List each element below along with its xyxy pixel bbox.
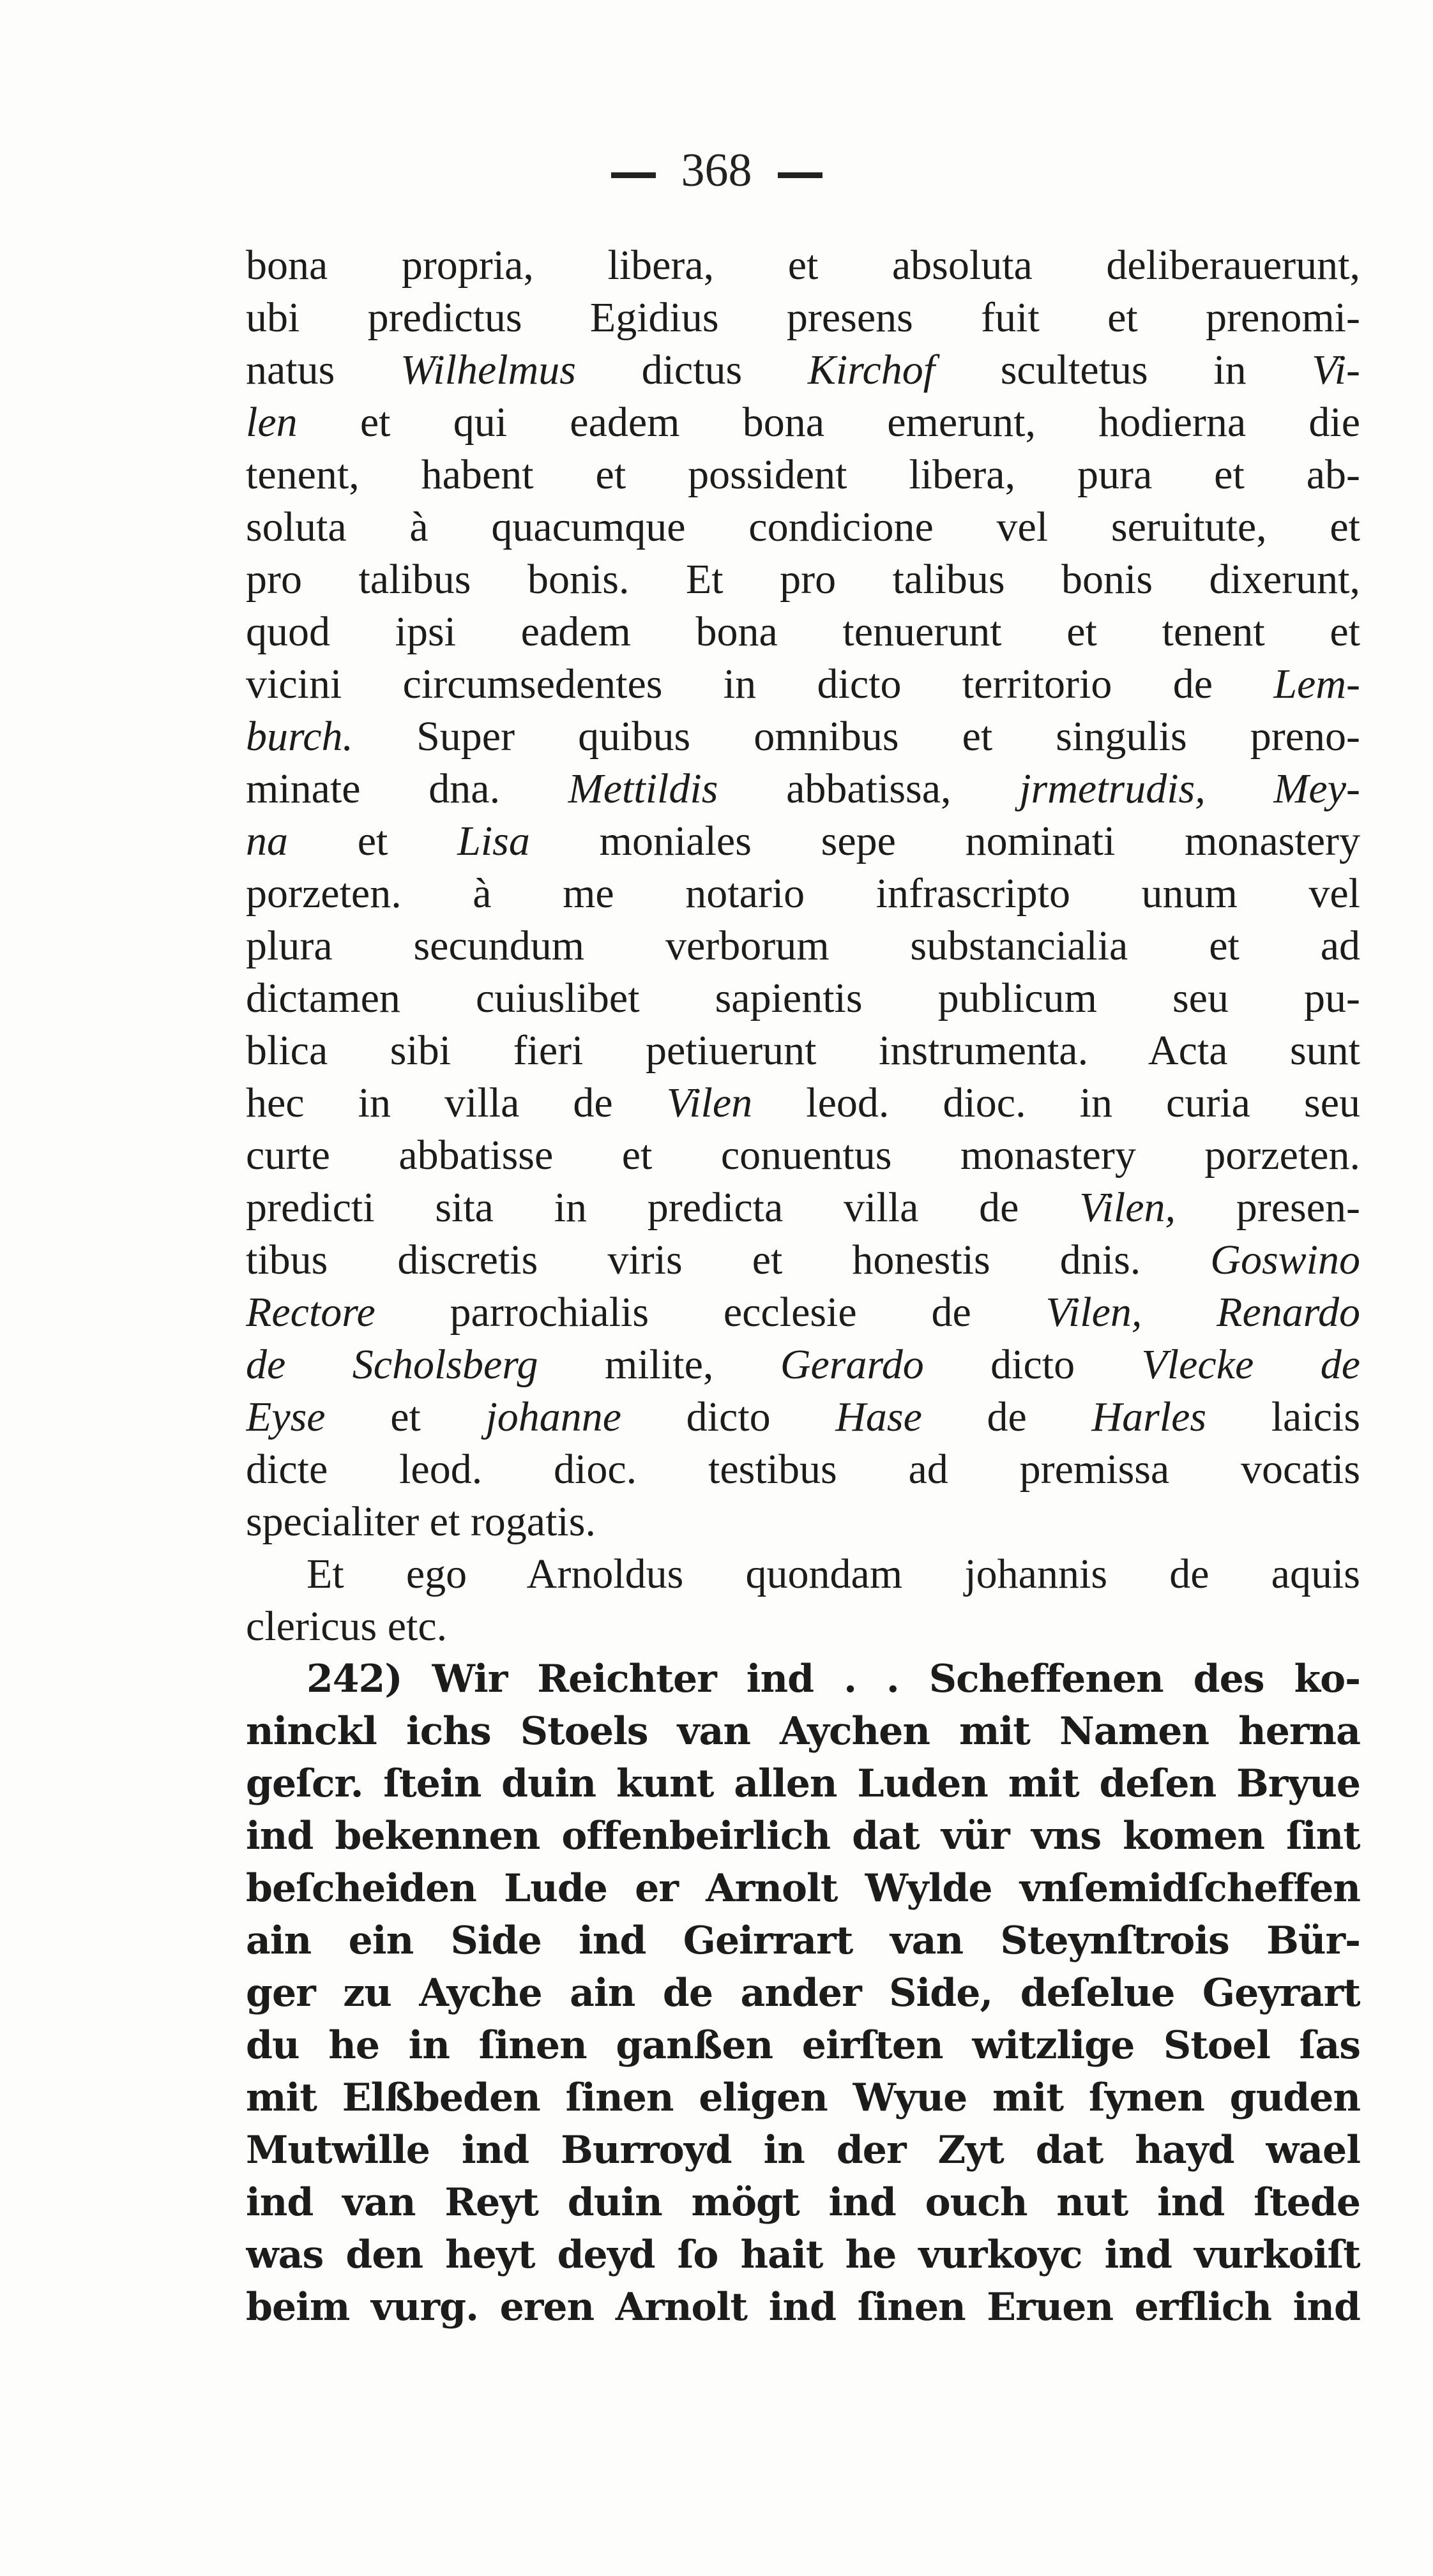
text-segment: laicis <box>1206 1394 1360 1440</box>
text-line <box>246 1443 1360 1496</box>
text-line <box>246 972 1360 1025</box>
text-line <box>246 2019 1360 2072</box>
text-segment: ind van Reyt duin mögt ind ouch nut ind ſtede <box>246 2180 1360 2225</box>
text-segment: tibus discretis viris et honestis dnis. <box>246 1237 1211 1283</box>
text-line <box>246 1915 1360 1967</box>
text-line <box>246 1705 1360 1758</box>
italic-text-segment: Vilen, Renardo <box>1045 1289 1360 1336</box>
text-segment: Mutwille ind Burroyd in der Zyt dat hayd wael <box>246 2128 1360 2173</box>
text-segment: beim vurg. eren Arnolt ind ſinen Eruen erflich ind <box>246 2285 1360 2330</box>
italic-text-segment: jrmetrudis, Mey- <box>1019 765 1360 812</box>
italic-text-segment: Harles <box>1091 1394 1207 1440</box>
text-segment: hec in villa de <box>246 1080 667 1126</box>
text-segment: du he in ſinen ganßen eirſten witzlige Stoel ſas <box>246 2023 1360 2068</box>
text-segment: natus <box>246 347 400 393</box>
text-segment: dictamen cuiuslibet sapientis publicum seu pu- <box>246 975 1360 1021</box>
page-number: 368 <box>681 144 752 197</box>
text-segment: porzeten. à me notario infrascripto unum vel <box>246 870 1360 917</box>
text-line <box>246 2281 1360 2333</box>
text-line <box>246 2072 1360 2124</box>
page-number-header <box>0 144 1433 198</box>
italic-text-segment: Gerardo <box>780 1341 924 1388</box>
text-segment: abbatissa, <box>718 765 1020 812</box>
text-segment: ind bekennen offenbeirlich dat vür vns komen ſint <box>246 1814 1360 1858</box>
text-line <box>246 1025 1360 1077</box>
text-segment: parrochialis ecclesie de <box>375 1289 1046 1336</box>
text-segment: milite, <box>538 1341 780 1388</box>
dash-right <box>778 172 823 178</box>
text-segment: de <box>921 1394 1092 1440</box>
italic-text-segment: johanne <box>485 1394 622 1440</box>
text-line <box>246 1234 1360 1286</box>
text-segment: Super quibus omnibus et singulis preno- <box>353 713 1360 760</box>
text-segment: beſcheiden Lude er Arnolt Wylde vnſemidſcheffen <box>246 1866 1360 1911</box>
text-segment: clericus etc. <box>246 1603 448 1650</box>
text-line <box>246 2124 1360 2176</box>
text-segment: 242) Wir Reichter ind . . Scheffenen des ko- <box>307 1657 1360 1701</box>
text-line <box>246 1653 1360 1705</box>
italic-text-segment: burch. <box>246 713 354 760</box>
text-line <box>246 1862 1360 1915</box>
text-line <box>246 1758 1360 1810</box>
dash-left <box>611 172 656 178</box>
text-segment: curte abbatisse et conuentus monastery porzeten. <box>246 1132 1360 1179</box>
text-line <box>246 868 1360 920</box>
italic-text-segment: Hase <box>835 1394 922 1440</box>
text-line <box>246 1810 1360 1862</box>
text-line <box>246 763 1360 815</box>
text-segment: presen- <box>1176 1184 1360 1231</box>
text-line <box>246 1601 1360 1653</box>
italic-text-segment: Vilen <box>666 1080 753 1126</box>
text-line <box>246 344 1360 396</box>
text-line <box>246 658 1360 711</box>
italic-text-segment: Vi- <box>1312 347 1360 393</box>
italic-text-segment: len <box>246 399 298 446</box>
text-segment: pro talibus bonis. Et pro talibus bonis dixerunt, <box>246 556 1360 603</box>
text-line <box>246 1548 1360 1601</box>
text-line <box>246 501 1360 554</box>
italic-text-segment: Lem- <box>1273 661 1360 707</box>
italic-text-segment: Wilhelmus <box>400 347 576 393</box>
italic-text-segment: Vlecke de <box>1141 1341 1360 1388</box>
text-segment: minate dna. <box>246 765 568 812</box>
text-segment: et <box>325 1394 486 1440</box>
italic-text-segment: Eyse <box>246 1394 326 1440</box>
text-line <box>246 711 1360 763</box>
text-segment: dicte leod. dioc. testibus ad premissa vocatis <box>246 1446 1360 1493</box>
italic-text-segment: de Scholsberg <box>246 1341 538 1388</box>
text-segment: specialiter et rogatis. <box>246 1498 596 1545</box>
italic-text-segment: Vilen, <box>1079 1184 1176 1231</box>
text-segment: mit Elßbeden ſinen eligen Wyue mit ſynen guden <box>246 2075 1360 2120</box>
text-segment: blica sibi fieri petiuerunt instrumenta. Acta sunt <box>246 1027 1360 1074</box>
italic-text-segment: na <box>246 818 288 864</box>
text-line <box>246 1391 1360 1443</box>
text-line <box>246 1496 1360 1548</box>
text-line <box>246 239 1360 292</box>
text-line <box>246 292 1360 344</box>
text-line <box>246 2176 1360 2229</box>
text-line <box>246 1339 1360 1391</box>
text-segment: ninckl ichs Stoels van Aychen mit Namen herna <box>246 1709 1360 1754</box>
text-segment: vicini circumsedentes in dicto territorio de <box>246 661 1274 707</box>
text-segment: bona propria, libera, et absoluta deliberauerunt, <box>246 242 1360 289</box>
italic-text-segment: Goswino <box>1210 1237 1360 1283</box>
text-line <box>246 1182 1360 1234</box>
text-line <box>246 920 1360 972</box>
text-line <box>246 606 1360 658</box>
text-segment: plura secundum verborum substancialia et ad <box>246 923 1360 969</box>
italic-text-segment: Kirchof <box>807 347 936 393</box>
text-segment: ger zu Ayche ain de ander Side, deſelue Geyrart <box>246 1971 1360 2015</box>
text-line <box>246 815 1360 868</box>
text-line <box>246 554 1360 606</box>
text-segment: leod. dioc. in curia seu <box>752 1080 1360 1126</box>
text-segment: et qui eadem bona emerunt, hodierna die <box>297 399 1360 446</box>
text-segment: soluta à quacumque condicione vel seruitute, et <box>246 504 1360 550</box>
text-segment: dicto <box>923 1341 1142 1388</box>
text-line <box>246 396 1360 449</box>
page-body-text <box>246 239 1360 2333</box>
text-segment: moniales sepe nominati monastery <box>529 818 1360 864</box>
text-segment: Et ego Arnoldus quondam johannis de aquis <box>307 1551 1360 1597</box>
text-segment: dicto <box>621 1394 836 1440</box>
text-segment: ubi predictus Egidius presens fuit et prenomi- <box>246 294 1360 341</box>
text-line <box>246 1286 1360 1339</box>
text-segment: quod ipsi eadem bona tenuerunt et tenent et <box>246 608 1360 655</box>
text-line <box>246 2229 1360 2281</box>
text-line <box>246 449 1360 501</box>
text-segment: geſcr. ſtein duin kunt allen Luden mit deſen Bryue <box>246 1761 1360 1806</box>
text-segment: was den heyt deyd ſo hait he vurkoyc ind vurkoiſt <box>246 2233 1360 2277</box>
text-segment: ain ein Side ind Geirrart van Steynſtrois Bür- <box>246 1918 1360 1963</box>
text-segment: predicti sita in predicta villa de <box>246 1184 1080 1231</box>
text-segment: dictus <box>575 347 808 393</box>
text-line <box>246 1077 1360 1129</box>
text-segment: et <box>288 818 458 864</box>
italic-text-segment: Mettildis <box>568 765 718 812</box>
text-line <box>246 1129 1360 1182</box>
text-segment: tenent, habent et possident libera, pura et ab- <box>246 451 1360 498</box>
text-segment: scultetus in <box>935 347 1312 393</box>
italic-text-segment: Rectore <box>246 1289 375 1336</box>
italic-text-segment: Lisa <box>457 818 530 864</box>
text-line <box>246 1967 1360 2019</box>
